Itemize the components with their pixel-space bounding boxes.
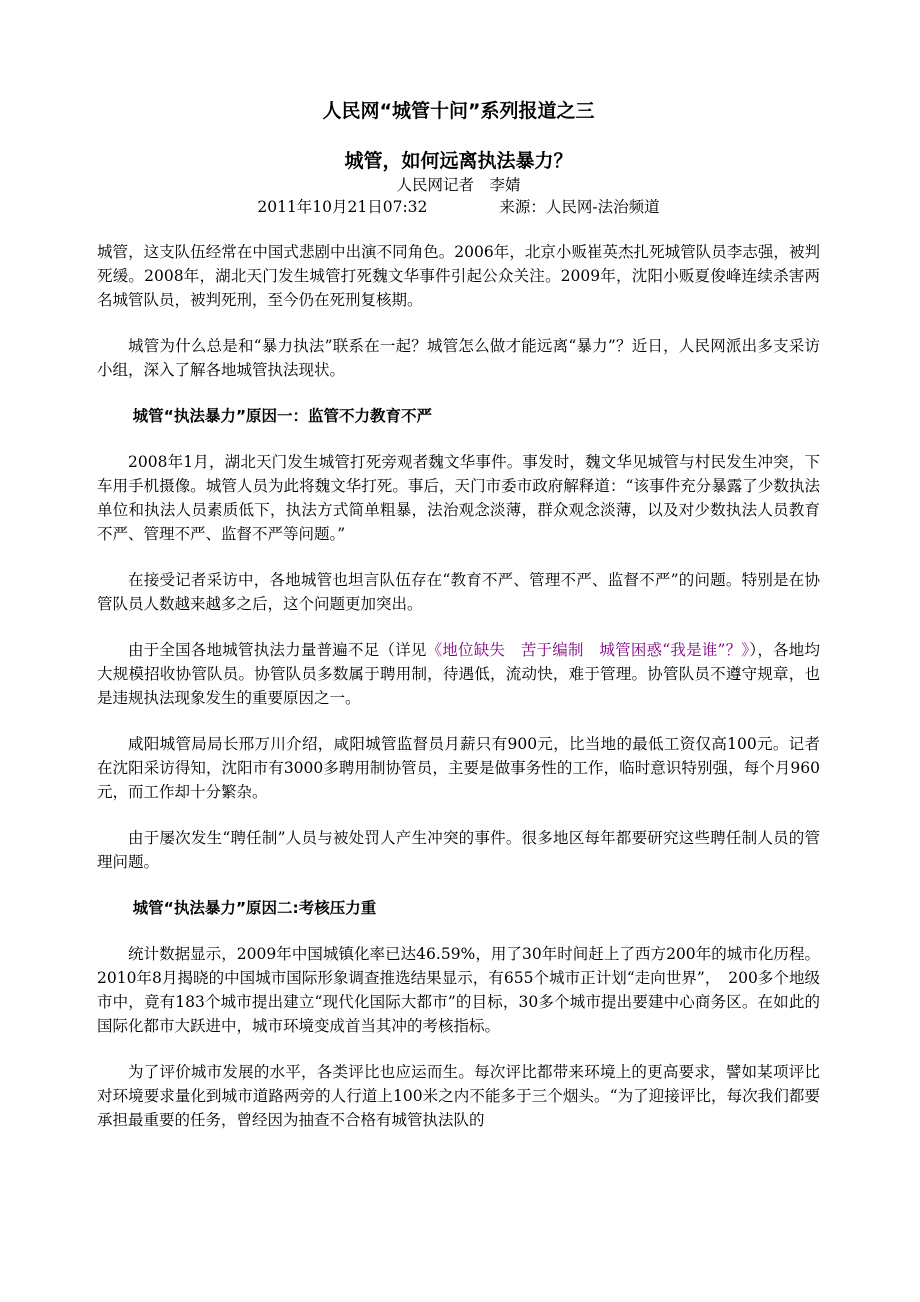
dateline [97,196,820,218]
article-title: 城管，如何远离执法暴力？ [344,150,573,172]
paragraph-assistants [97,638,820,710]
author-byline: 人民网记者 李婧 [396,176,521,194]
paragraph-assistants-post: ），各地均大规模招收协管队员。协管队员多数属于聘用制，待遇低，流动快，难于管理。协管队员不遵守规章，也是违规执法现象发生的重要原因之一。 [97,641,820,707]
publish-date: 2011年10月21日07:32 [257,198,428,216]
related-article-link[interactable]: 《地位缺失 苦于编制 城管困惑“我是谁”？》 [426,641,750,659]
paragraph-intro: 城管，这支队伍经常在中国式悲剧中出演不同角色。2006年，北京小贩崔英杰扎死城管队员李志强，被判死缓。2008年，湖北天门发生城管打死魏文华事件引起公众关注。2009年，沈阳小贩夏俊峰连续杀害两名城管队员，被判死刑，至今仍在死刑复核期。 [97,243,820,309]
paragraph-urbanization: 统计数据显示，2009年中国城镇化率已达46.59%，用了30年时间赶上了西方200年的城市化历程。2010年8月揭晓的中国城市国际形象调查推选结果显示，有655个城市正计划“走向世界”， 200多个地级市中，竟有183个城市提出建立“现代化国际大都市”的目标，30多个城市提出要建中心商务区。在如此的国际化都市大跃进中，城市环境变成首当其冲的考核指标。 [97,945,820,1035]
document-page [97,92,820,1132]
paragraph-conflicts: 由于屡次发生“聘任制”人员与被处罚人产生冲突的事件。很多地区每年都要研究这些聘任制人员的管理问题。 [97,829,820,871]
paragraph-assistants-pre: 由于全国各地城管执法力量普遍不足（详见 [128,641,427,659]
paragraph-evaluation: 为了评价城市发展的水平，各类评比也应运而生。每次评比都带来环境上的更高要求，譬如某项评比对环境要求量化到城市道路两旁的人行道上100米之内不能多于三个烟头。“为了迎接评比，每次我们都要承担最重要的任务，曾经因为抽查不合格有城管执法队的 [97,1063,820,1129]
paragraph-question: 城管为什么总是和“暴力执法”联系在一起？城管怎么做才能远离“暴力”？近日，人民网派出多支采访小组，深入了解各地城管执法现状。 [97,337,820,379]
section-heading-2: 城管“执法暴力”原因二:考核压力重 [132,899,377,917]
paragraph-interview: 在接受记者采访中，各地城管也坦言队伍存在“教育不严、管理不严、监督不严”的问题。特别是在协管队员人数越来越多之后，这个问题更加突出。 [97,571,820,613]
series-title: 人民网“城管十问”系列报道之三 [322,100,595,122]
source-label: 来源：人民网-法治频道 [499,198,660,216]
section-heading-1: 城管“执法暴力”原因一：监管不力教育不严 [132,407,433,425]
paragraph-tianmen: 2008年1月，湖北天门发生城管打死旁观者魏文华事件。事发时，魏文华见城管与村民发生冲突，下车用手机摄像。城管人员为此将魏文华打死。事后，天门市委市政府解释道：“该事件充分暴露了少数执法单位和执法人员素质低下，执法方式简单粗暴，法治观念淡薄，群众观念淡薄，以及对少数执法人员教育不严、管理不严、监督不严等问题。” [97,453,820,543]
paragraph-salary: 咸阳城管局局长邢万川介绍，咸阳城管监督员月薪只有900元，比当地的最低工资仅高100元。记者在沈阳采访得知，沈阳市有3000多聘用制协管员，主要是做事务性的工作，临时意识特别强，每个月960元，而工作却十分繁杂。 [97,735,820,801]
